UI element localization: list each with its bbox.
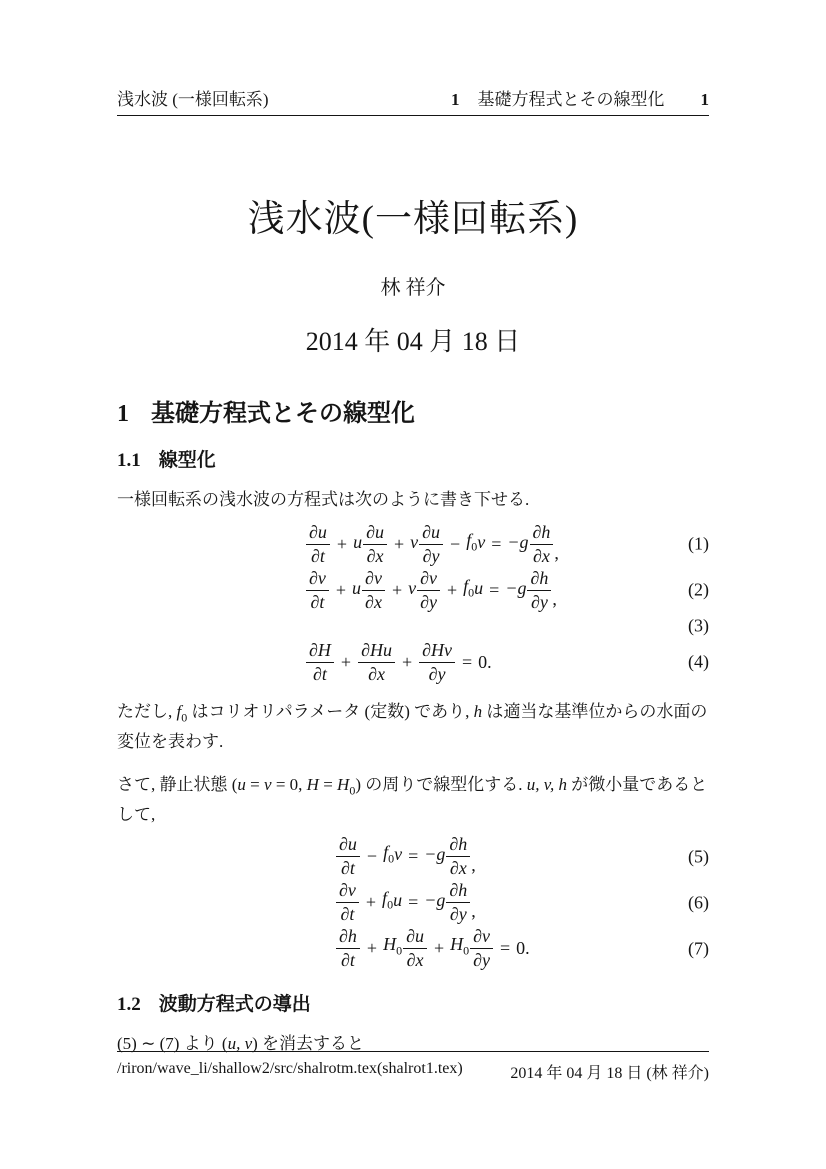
fraction: $\frac{\partial h}{\partial x}$	[530, 523, 554, 566]
equation-number: (7)	[688, 938, 709, 959]
fraction: $\frac{\partial u}{\partial t}$	[306, 523, 330, 566]
fraction: $\frac{\partial h}{\partial x}$	[446, 835, 470, 878]
subsection-title: 線型化	[158, 450, 216, 472]
text-run: ) を消去すると	[252, 1033, 365, 1053]
text-run: =	[318, 774, 338, 794]
math-variable-subscripted: $f_0$	[463, 575, 475, 600]
inline-math: h	[473, 702, 483, 722]
math-variable: −g	[424, 890, 446, 911]
fraction: $\frac{\partial u}{\partial x}$	[363, 523, 387, 566]
text-run: は適当な基準位からの水面の変位を表わす.	[117, 702, 708, 751]
math-operator: =	[408, 892, 419, 913]
math-operator: =	[408, 846, 419, 867]
equation-number: (6)	[688, 892, 709, 913]
text-run: = 0,	[271, 774, 307, 794]
math-roman: 0.	[478, 651, 492, 672]
inline-math: u	[237, 774, 246, 794]
text-run: ) の周りで線型化する.	[355, 774, 527, 794]
text-run: (5) ∼ (7) より (	[117, 1033, 228, 1053]
inline-math: f	[176, 702, 182, 722]
inline-math-subscript: 0	[181, 710, 188, 725]
math-operator: =	[491, 533, 502, 554]
math-operator: −	[366, 846, 378, 867]
math-variable-subscripted: $H_0$	[383, 934, 403, 958]
equation-group-nonlinear	[117, 521, 709, 685]
math-variable: v	[408, 577, 417, 598]
math-operator: =	[462, 651, 473, 672]
fraction: $\frac{\partial v}{\partial t}$	[336, 881, 359, 924]
math-operator: −	[450, 533, 461, 554]
math-operator: =	[500, 938, 511, 959]
fraction: $\frac{\partial v}{\partial y}$	[470, 927, 493, 970]
math-operator: +	[393, 533, 405, 554]
math-roman: ,	[552, 588, 557, 609]
math-operator: +	[365, 892, 377, 913]
running-header	[117, 0, 709, 116]
math-operator: +	[391, 579, 403, 600]
text-run: 一様回転系の浅水波の方程式は次のように書き下せる.	[117, 489, 530, 509]
section-heading-1	[117, 400, 709, 429]
inline-math: v	[264, 774, 272, 794]
fraction: $\frac{\partial H}{\partial t}$	[306, 641, 334, 684]
fraction: $\frac{\partial h}{\partial t}$	[336, 927, 360, 970]
header-section-ref	[451, 85, 709, 110]
section-title: 基礎方程式とその線型化	[151, 400, 415, 428]
subsection-number: 1.1	[117, 450, 141, 472]
text-run: が微小量であるとして,	[117, 774, 708, 824]
math-variable-subscripted: $H_0$	[450, 934, 470, 958]
math-operator: +	[433, 938, 445, 959]
fraction: $\frac{\partial h}{\partial y}$	[446, 881, 470, 924]
math-variable: −g	[424, 844, 446, 865]
equation-row	[117, 926, 709, 972]
equation-group-linearized	[117, 834, 709, 972]
math-variable: u	[352, 577, 362, 598]
equation-row	[117, 521, 709, 567]
inline-math: u, v, h	[526, 774, 568, 794]
fraction: $\frac{\partial v}{\partial t}$	[306, 569, 329, 612]
section-number: 1	[117, 401, 129, 428]
text-run: ただし,	[117, 702, 177, 722]
math-operator: +	[335, 579, 347, 600]
fraction: $\frac{\partial v}{\partial y}$	[417, 569, 440, 612]
math-variable: u	[353, 531, 363, 552]
math-roman: ,	[471, 855, 476, 876]
equation-row	[117, 834, 709, 880]
math-variable: v	[410, 531, 419, 552]
text-run: =	[245, 774, 265, 794]
header-page-number: 1	[700, 90, 709, 109]
math-variable: −g	[507, 531, 529, 552]
math-roman: ,	[471, 901, 476, 922]
equation-number: (5)	[688, 846, 709, 867]
header-document-title: 浅水波 (一様回転系)	[117, 90, 269, 109]
math-variable: v	[394, 844, 403, 865]
paragraph-intro	[117, 486, 709, 513]
math-variable: −g	[505, 577, 527, 598]
math-variable: v	[477, 531, 486, 552]
math-variable-subscripted: $f_0$	[466, 529, 478, 554]
fraction: $\frac{\partial Hv}{\partial y}$	[419, 641, 455, 684]
equation-row	[117, 567, 709, 613]
equation-number: (1)	[688, 533, 709, 554]
math-roman: 0.	[516, 938, 530, 959]
math-variable: u	[474, 577, 484, 598]
fraction: $\frac{\partial v}{\partial x}$	[362, 569, 385, 612]
inline-math: H	[306, 774, 319, 794]
paragraph-linearize	[117, 771, 709, 828]
math-operator: +	[366, 938, 378, 959]
paragraph-notation	[117, 698, 709, 755]
document-title: 浅水波(一様回転系)	[247, 199, 579, 240]
math-operator: +	[340, 651, 352, 672]
fraction: $\frac{\partial h}{\partial y}$	[527, 569, 551, 612]
equation-row	[117, 639, 709, 685]
footer-source-path: /riron/wave_li/shallow2/src/shalrotm.tex(shalrot1.tex)	[117, 1060, 463, 1077]
fraction: $\frac{\partial u}{\partial y}$	[419, 523, 443, 566]
header-section-title: 基礎方程式とその線型化	[477, 90, 665, 109]
text-run: さて, 静止状態 (	[117, 774, 238, 794]
document-author: 林 祥介	[380, 277, 446, 300]
document-date: 2014 年 04 月 18 日	[305, 327, 521, 357]
math-operator: =	[489, 579, 500, 600]
inline-math: H	[337, 774, 350, 794]
math-operator: +	[446, 579, 458, 600]
equation-number: (2)	[688, 579, 709, 600]
equation-row	[117, 880, 709, 926]
subsection-heading-1-2	[117, 994, 709, 1017]
math-variable: u	[393, 890, 403, 911]
fraction: $\frac{\partial u}{\partial x}$	[403, 927, 427, 970]
footer-date-credit: 2014 年 04 月 18 日 (林 祥介)	[510, 1065, 709, 1082]
inline-math: u, v	[227, 1033, 253, 1053]
fraction: $\frac{\partial Hu}{\partial x}$	[358, 641, 395, 684]
equation-number: (3)	[688, 615, 709, 636]
subsection-title: 波動方程式の導出	[158, 993, 311, 1015]
page-footer	[117, 1051, 709, 1083]
text-run: はコリオリパラメータ (定数) であり,	[187, 702, 474, 722]
equation-number: (4)	[688, 651, 709, 672]
math-roman: ,	[554, 542, 559, 563]
title-block	[117, 198, 709, 358]
math-variable-subscripted: $f_0$	[383, 842, 395, 866]
subsection-heading-1-1	[117, 450, 709, 473]
math-variable-subscripted: $f_0$	[382, 888, 394, 912]
subsection-number: 1.2	[117, 993, 141, 1015]
header-section-number: 1	[451, 90, 460, 109]
math-operator: +	[401, 651, 413, 672]
equation-row	[117, 613, 709, 639]
math-operator: +	[336, 533, 348, 554]
inline-math-subscript: 0	[349, 783, 356, 798]
fraction: $\frac{\partial u}{\partial t}$	[336, 835, 360, 878]
